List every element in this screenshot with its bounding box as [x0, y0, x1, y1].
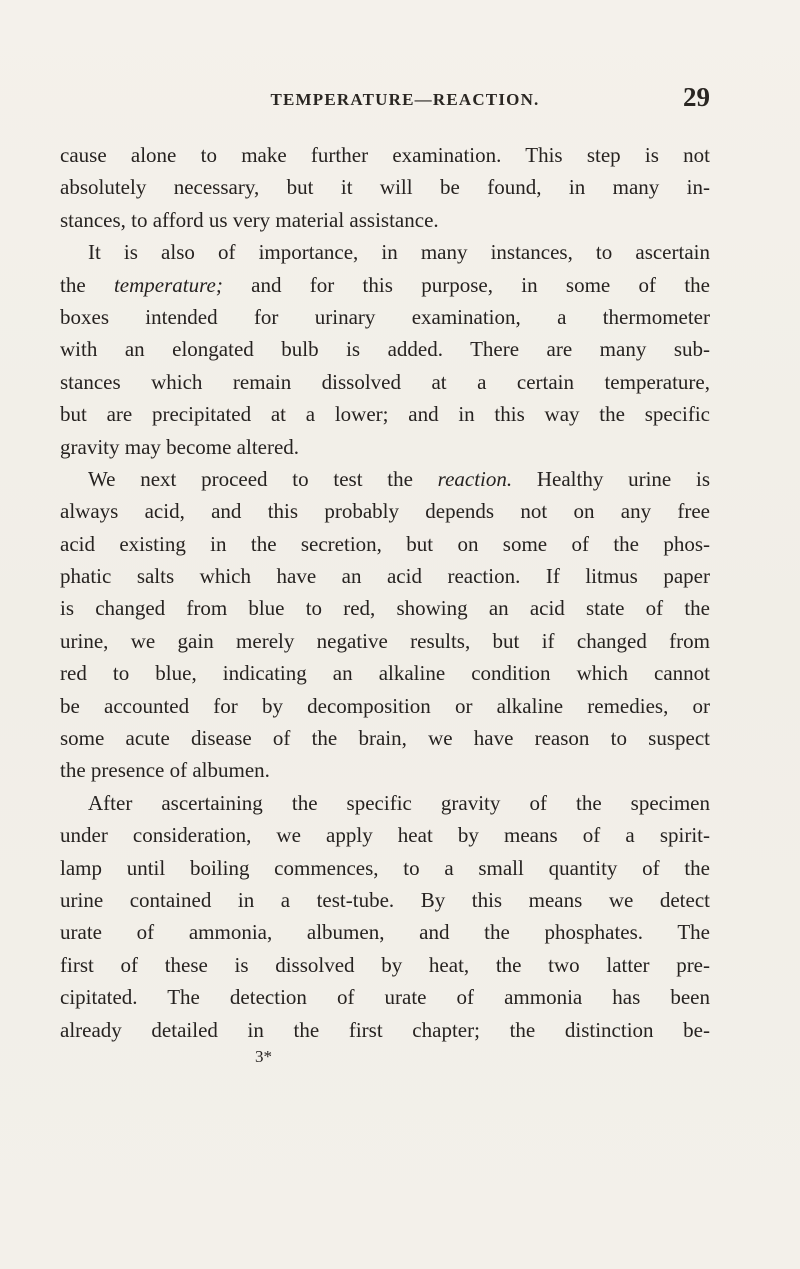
text-line: acid existing in the secretion, but on some of the phos-: [60, 531, 710, 556]
text-line: phatic salts which have an acid reaction. If litmus paper: [60, 564, 710, 589]
text-line: absolutely necessary, but it will be found, in many in-: [60, 175, 710, 200]
text-line: always acid, and this probably depends not on any free: [60, 499, 710, 524]
paragraph-4: [60, 787, 710, 1046]
text-line: with an elongated bulb is added. There are many sub-: [60, 337, 710, 362]
text-line: some acute disease of the brain, we have reason to suspect: [60, 726, 710, 751]
text-line: under consideration, we apply heat by means of a spirit-: [60, 823, 710, 848]
text-line: urate of ammonia, albumen, and the phosphates. The: [60, 920, 710, 945]
text-line: already detailed in the first chapter; the distinction be-: [60, 1017, 710, 1042]
paragraph-2: [60, 236, 710, 463]
page-body: [60, 139, 710, 1068]
text-line: gravity may become altered.: [60, 434, 300, 459]
text-line: lamp until boiling commences, to a small quantity of the: [60, 855, 710, 880]
text-line: red to blue, indicating an alkaline condition which cannot: [60, 661, 710, 686]
text-line: is changed from blue to red, showing an acid state of the: [60, 596, 710, 621]
text-line: first of these is dissolved by heat, the two latter pre-: [60, 952, 710, 977]
signature-mark: 3*: [255, 1046, 272, 1066]
paragraph-1: [60, 139, 710, 236]
text-line: After ascertaining the specific gravity of the specimen: [88, 790, 710, 815]
text-line: urine contained in a test-tube. By this means we detect: [60, 887, 710, 912]
text-line: boxes intended for urinary examination, a thermometer: [60, 304, 710, 329]
text-line: We next proceed to test the reaction. Healthy urine is: [88, 466, 710, 491]
text-line: cause alone to make further examination. This step is not: [60, 143, 710, 167]
text-line: but are precipitated at a lower; and in this way the specific: [60, 402, 710, 427]
text-line: It is also of importance, in many instances, to ascertain: [88, 240, 710, 265]
text-line: the temperature; and for this purpose, in some of the: [60, 272, 710, 297]
page-header: [60, 82, 710, 122]
italic-term: temperature;: [113, 272, 223, 297]
text-line: cipitated. The detection of urate of ammonia has been: [60, 985, 710, 1010]
text-line: urine, we gain merely negative results, but if changed from: [60, 628, 710, 653]
text-line: stances which remain dissolved at a certain temperature,: [60, 369, 710, 394]
page-number: 29: [683, 82, 710, 112]
text-line: stances, to afford us very material assistance.: [60, 207, 439, 232]
running-title: TEMPERATURE—REACTION.: [270, 90, 540, 109]
paragraph-3: [60, 463, 710, 787]
italic-term: reaction.: [437, 466, 513, 491]
text-line: be accounted for by decomposition or alkaline remedies, or: [60, 693, 710, 718]
text-line: the presence of albumen.: [60, 758, 270, 783]
